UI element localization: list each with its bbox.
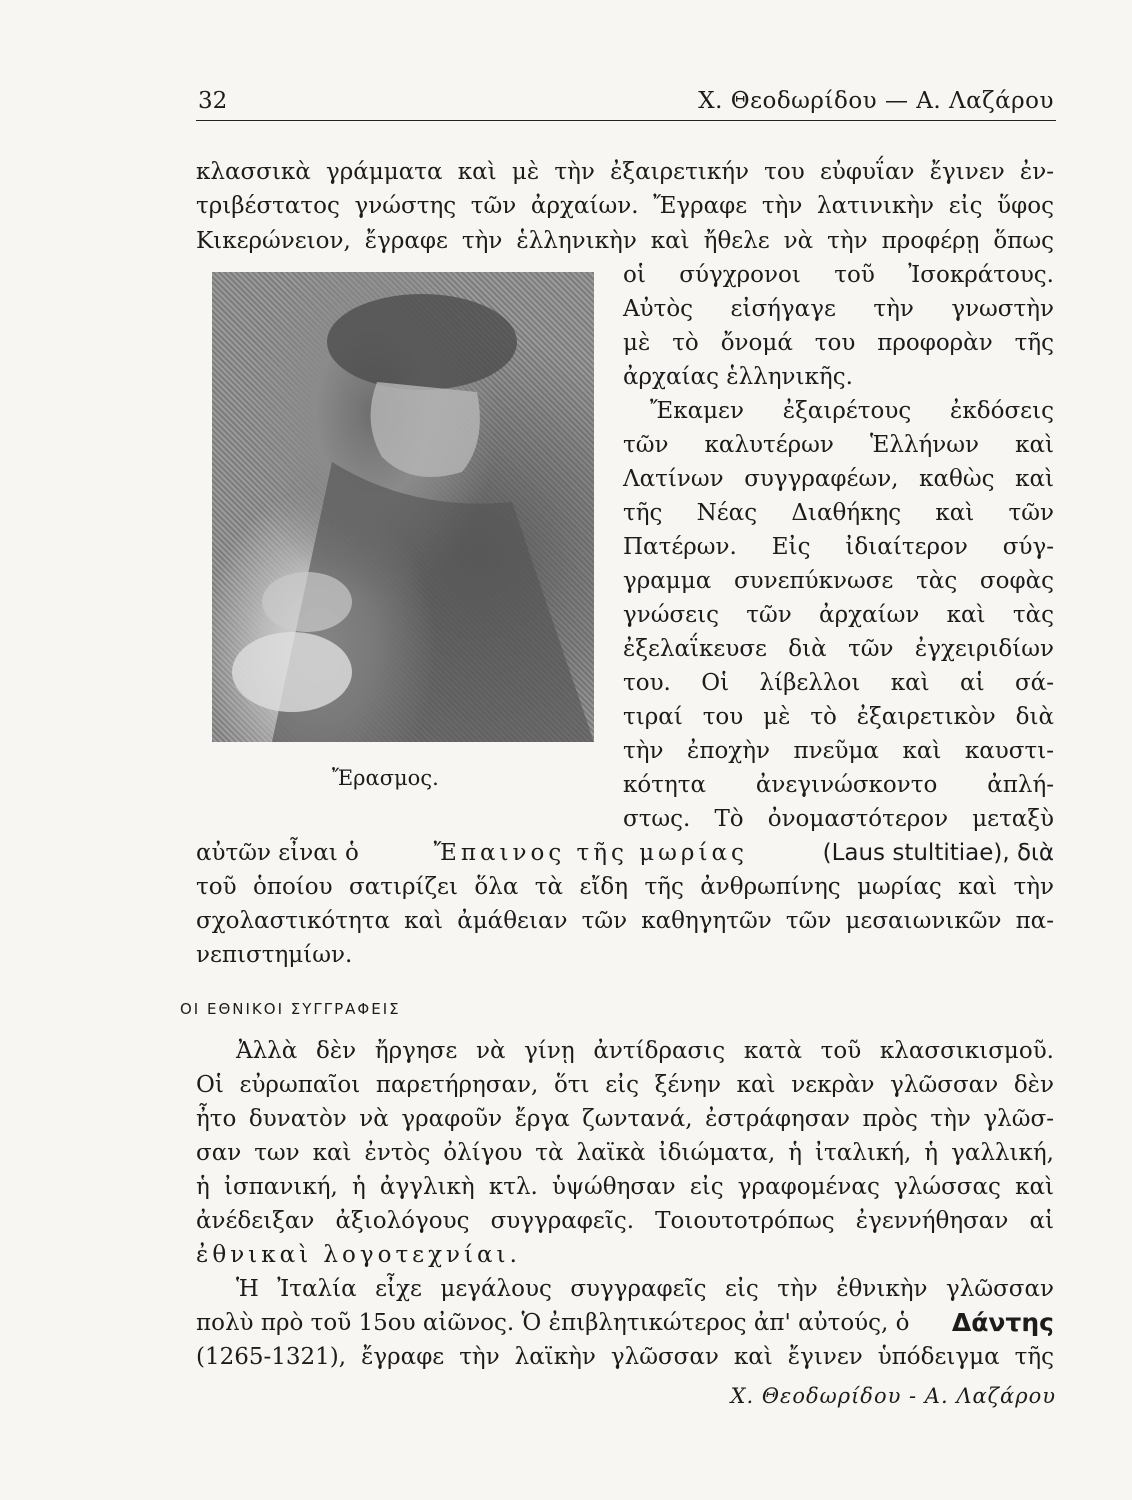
text-line: Λατίνων συγγραφέων, καθὼς καὶ: [623, 466, 1054, 492]
text-line: ἦτο δυνατὸν νὰ γραφοῦν ἔργα ζωντανά, ἐστράφησαν πρὸς τὴν γλῶσ-: [196, 1106, 1054, 1132]
text-line: Ἀλλὰ δὲν ἤργησε νὰ γίνῃ ἀντίδρασις κατὰ τοῦ κλασσικισμοῦ.: [236, 1038, 1054, 1064]
text-span: αὐτῶν εἶναι ὁ: [196, 840, 359, 866]
text-line: νεπιστημίων.: [196, 942, 353, 968]
page-number: 32: [198, 88, 228, 114]
text-line: Αὐτὸς εἰσήγαγε τὴν γνωστὴν: [623, 296, 1054, 322]
erasmus-portrait: [212, 272, 594, 742]
text-line: τῶν καλυτέρων Ἑλλήνων καὶ: [623, 432, 1054, 458]
dante-name: Δάντης: [951, 1308, 1054, 1337]
section-title: ΟΙ ΕΘΝΙΚΟΙ ΣΥΓΓΡΑΦΕΙΣ: [180, 1000, 401, 1018]
text-line: ἀρχαίας ἑλληνικῆς.: [623, 364, 853, 390]
text-span: πολὺ πρὸ τοῦ 15ου αἰῶνος. Ὁ ἐπιβλητικώτερος ἀπ' αὐτούς, ὁ: [196, 1310, 910, 1336]
text-line: Ἔκαμεν ἐξαιρέτους ἐκδόσεις: [650, 398, 1054, 424]
text-line: Οἱ εὐρωπαῖοι παρετήρησαν, ὅτι εἰς ξένην καὶ νεκρὰν γλῶσσαν δὲν: [196, 1072, 1054, 1098]
text-line: του. Οἱ λίβελλοι καὶ αἱ σά-: [623, 670, 1054, 696]
text-line: ἡ ἰσπανική, ἡ ἀγγλικὴ κτλ. ὑψώθησαν εἰς γραφομένας γλώσσας καὶ: [196, 1174, 1054, 1200]
text-line: τριβέστατος γνώστης τῶν ἀρχαίων. Ἔγραφε τὴν λατινικὴν εἰς ὕφος: [196, 193, 1054, 219]
text-line: γνώσεις τῶν ἀρχαίων καὶ τὰς: [623, 602, 1054, 628]
text-line: Πατέρων. Εἰς ἰδιαίτερον σύγ-: [623, 534, 1054, 560]
book-title: Ἔπαινος τῆς μωρίας: [433, 840, 748, 866]
text-line: ἐθνικαὶ λογοτεχνίαι.: [196, 1242, 521, 1268]
footer-authors: Χ. Θεοδωρίδου - Α. Λαζάρου: [730, 1384, 1056, 1408]
text-line: στως. Τὸ ὀνομαστότερον μεταξὺ: [623, 806, 1054, 832]
text-line: μὲ τὸ ὄνομά του προφορὰν τῆς: [623, 330, 1054, 356]
text-line: γραμμα συνεπύκνωσε τὰς σοφὰς: [623, 568, 1054, 594]
text-line: τιραί του μὲ τὸ ἐξαιρετικὸν διὰ: [623, 704, 1054, 730]
running-head: Χ. Θεοδωρίδου — Α. Λαζάρου: [698, 88, 1054, 114]
text-line: τὴν ἐποχὴν πνεῦμα καὶ καυστι-: [623, 738, 1054, 764]
text-line: οἱ σύγχρονοι τοῦ Ἰσοκράτους.: [623, 262, 1054, 288]
text-line: [196, 1306, 1054, 1340]
portrait-caption: Ἔρασμος.: [332, 766, 439, 790]
latin-title: (Laus stultitiae), διὰ: [822, 840, 1054, 866]
text-line: τῆς Νέας Διαθήκης καὶ τῶν: [623, 500, 1054, 526]
text-line: Ἡ Ἰταλία εἶχε μεγάλους συγγραφεῖς εἰς τὴν ἐθνικὴν γλῶσσαν: [236, 1276, 1054, 1302]
text-line: ἀνέδειξαν ἀξιολόγους συγγραφεῖς. Τοιουτοτρόπως ἐγεννήθησαν αἱ: [196, 1208, 1054, 1234]
text-line: Κικερώνειον, ἔγραφε τὴν ἑλληνικὴν καὶ ἤθελε νὰ τὴν προφέρῃ ὅπως: [196, 228, 1054, 254]
text-line: σαν των καὶ ἐντὸς ὀλίγου τὰ λαϊκὰ ἰδιώματα, ἡ ἰταλική, ἡ γαλλική,: [196, 1140, 1054, 1166]
text-line: (1265-1321), ἔγραφε τὴν λαϊκὴν γλῶσσαν καὶ ἔγινεν ὑπόδειγμα τῆς: [196, 1344, 1054, 1370]
text-line: σχολαστικότητα καὶ ἀμάθειαν τῶν καθηγητῶν τῶν μεσαιωνικῶν πα-: [196, 908, 1054, 934]
page-header: [196, 84, 1056, 121]
portrait-figure: [212, 272, 594, 742]
text-line: κλασσικὰ γράμματα καὶ μὲ τὴν ἐξαιρετικήν του εὐφυΐαν ἔγινεν ἐν-: [196, 159, 1054, 185]
text-line: τοῦ ὁποίου σατιρίζει ὅλα τὰ εἴδη τῆς ἀνθρωπίνης μωρίας καὶ τὴν: [196, 874, 1054, 900]
text-line: ἐξελαΐκευσε διὰ τῶν ἐγχειριδίων: [623, 636, 1054, 662]
text-line: κότητα ἀνεγινώσκοντο ἀπλή-: [623, 772, 1054, 798]
text-line: [196, 836, 1054, 870]
